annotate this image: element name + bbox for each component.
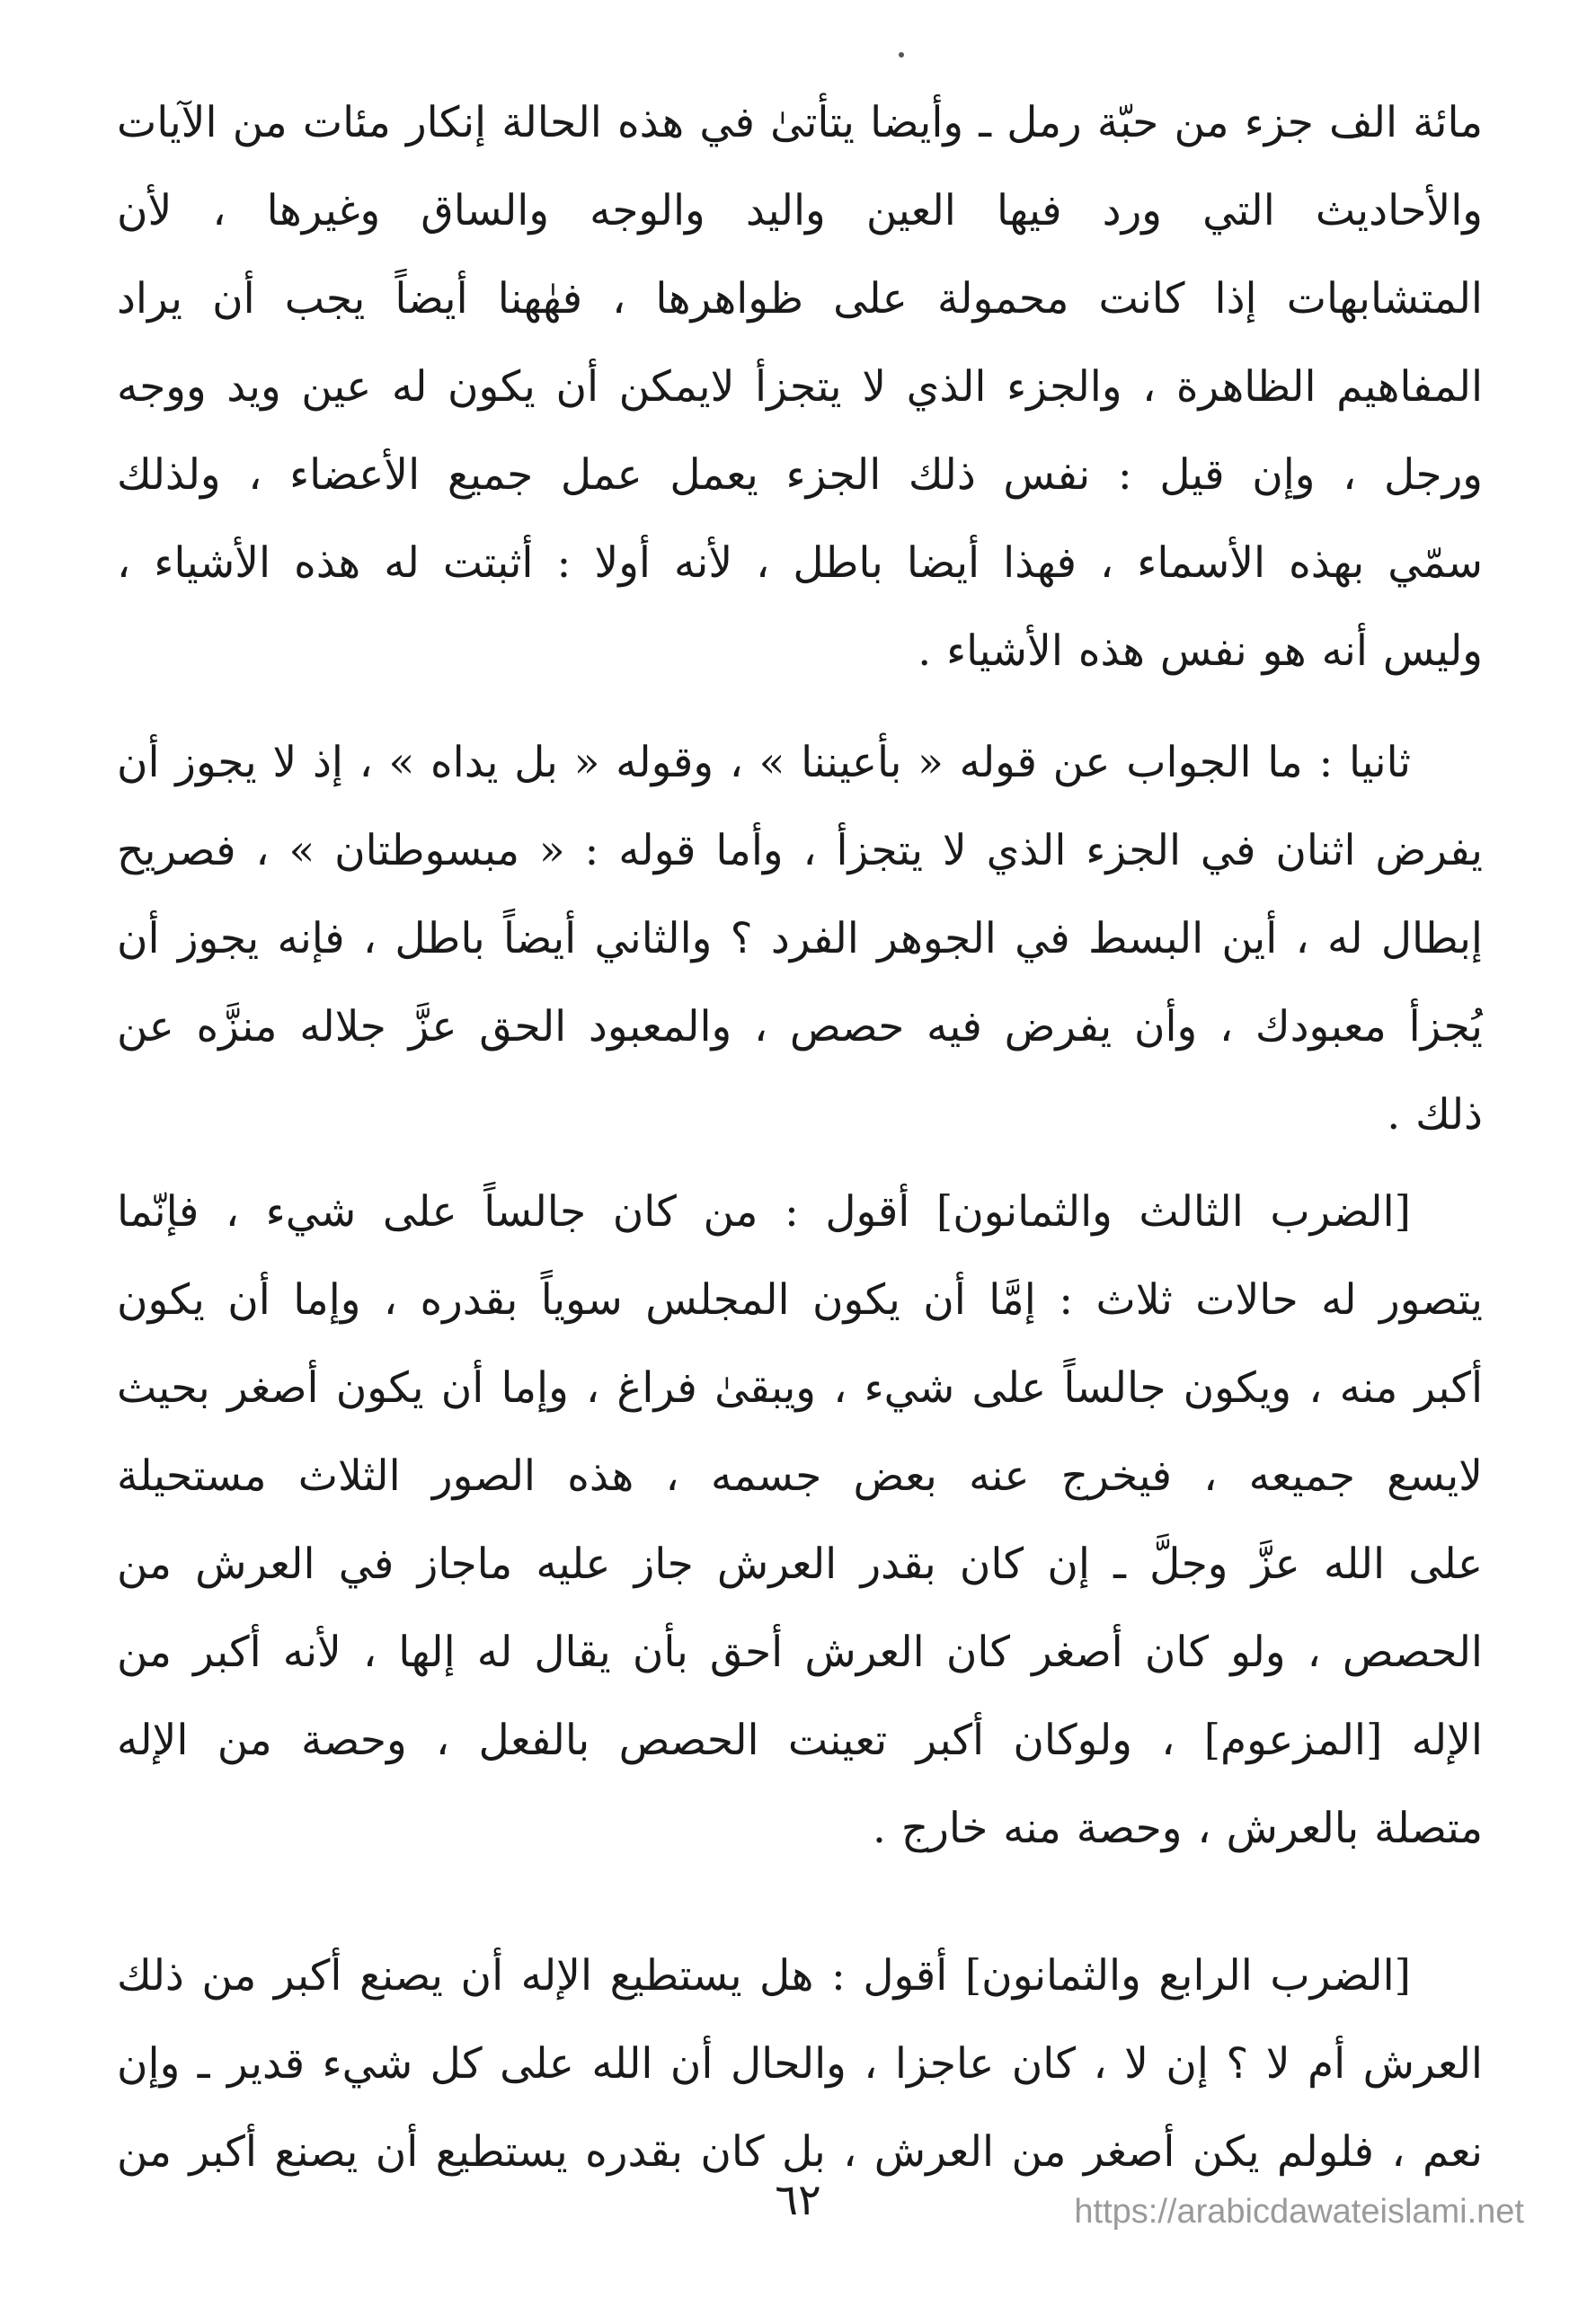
text-line: [الضرب الرابع والثمانون] أقول : هل يستطيع الإله أن يصنع أكبر من ذلك [117, 1951, 1411, 2001]
text-line: يفرض اثنان في الجزء الذي لا يتجزأ ، وأما قوله : « مبسوطتان » ، فصريح [117, 826, 1483, 875]
text-line: سمّي بهذه الأسماء ، فهذا أيضا باطل ، لأنه أولا : أثبتت له هذه الأشياء ، [117, 538, 1483, 588]
text-line: الحصص ، ولو كان أصغر كان العرش أحق بأن يقال له إلها ، لأنه أكبر من [117, 1628, 1483, 1677]
paragraph-2 [117, 719, 1483, 1159]
text-line: أكبر منه ، ويكون جالساً على شيء ، ويبقىٰ فراغ ، وإما أن يكون أصغر بحيث [117, 1363, 1483, 1413]
text-line: والأحاديث التي ورد فيها العين واليد والوجه والساق وغيرها ، لأن [117, 186, 1483, 235]
text-line: ذلك . [1387, 1090, 1483, 1140]
text-line: نعم ، فلولم يكن أصغر من العرش ، بل كان بقدره يستطيع أن يصنع أكبر من [117, 2127, 1483, 2177]
text-line: المفاهيم الظاهرة ، والجزء الذي لا يتجزأ لايمكن أن يكون له عين ويد ووجه [117, 362, 1483, 412]
text-line: الإله [المزعوم] ، ولوكان أكبر تعينت الحصص بالفعل ، وحصة من الإله [117, 1716, 1483, 1765]
text-line: العرش أم لا ؟ إن لا ، كان عاجزا ، والحال أن الله على كل شيء قدير ـ وإن [117, 2039, 1483, 2089]
paragraph-1 [117, 79, 1483, 696]
text-line: متصلة بالعرش ، وحصة منه خارج . [873, 1804, 1483, 1853]
text-line: إبطال له ، أين البسط في الجوهر الفرد ؟ والثاني أيضاً باطل ، فإنه يجوز أن [117, 914, 1483, 963]
page-number: ٦٢ [775, 2175, 821, 2225]
paragraph-3 [117, 1168, 1483, 1873]
text-line: يُجزأ معبودك ، وأن يفرض فيه حصص ، والمعبود الحق عزَّ جلاله منزَّه عن [117, 1002, 1483, 1051]
text-line: يتصور له حالات ثلاث : إمَّا أن يكون المجلس سوياً بقدره ، وإما أن يكون [117, 1275, 1483, 1325]
text-line: لايسع جميعه ، فيخرج عنه بعض جسمه ، هذه الصور الثلاث مستحيلة [117, 1451, 1483, 1501]
scan-speck [899, 52, 904, 58]
watermark-url: https://arabicdawateislami.net [1074, 2193, 1524, 2231]
text-line: على الله عزَّ وجلَّ ـ إن كان بقدر العرش جاز عليه ماجاز في العرش من [117, 1539, 1483, 1589]
paragraph-4 [117, 1932, 1483, 2196]
text-line: المتشابهات إذا كانت محمولة على ظواهرها ، فهٰهنا أيضاً يجب أن يراد [117, 274, 1483, 324]
text-line: وليس أنه هو نفس هذه الأشياء . [918, 626, 1483, 676]
text-line: ثانيا : ما الجواب عن قوله « بأعيننا » ، وقوله « بل يداه » ، إذ لا يجوز أن [117, 738, 1411, 787]
text-line: ورجل ، وإن قيل : نفس ذلك الجزء يعمل عمل جميع الأعضاء ، ولذلك [117, 450, 1483, 500]
text-line: مائة الف جزء من حبّة رمل ـ وأيضا يتأتىٰ في هذه الحالة إنكار مئات من الآيات [117, 98, 1483, 147]
text-line: [الضرب الثالث والثمانون] أقول : من كان جالساً على شيء ، فإنّما [117, 1187, 1411, 1237]
